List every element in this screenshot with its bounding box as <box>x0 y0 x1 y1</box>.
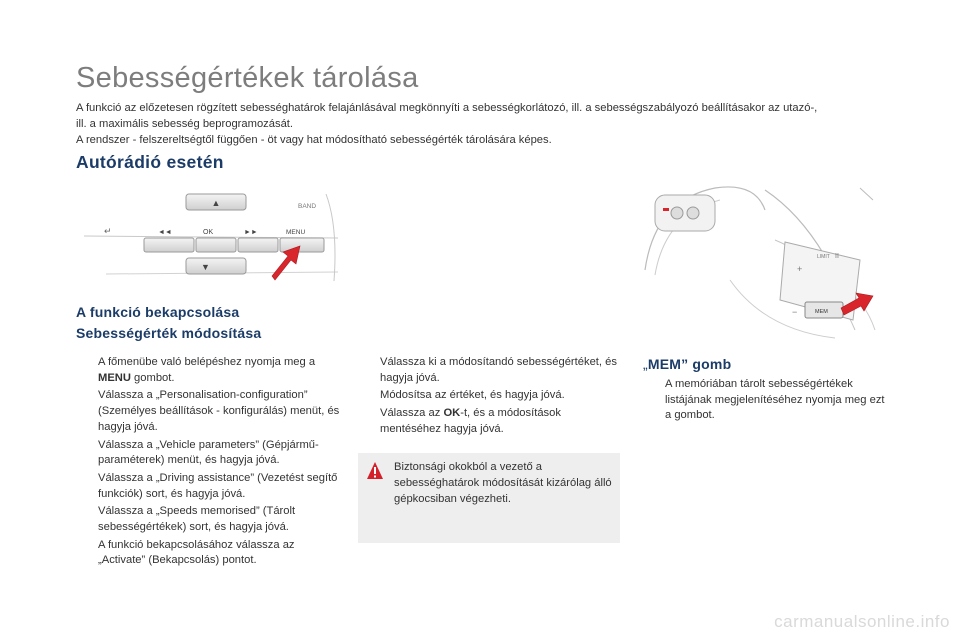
warning-box <box>358 453 620 543</box>
steering-wheel-illustration <box>635 180 885 340</box>
list-item: Válassza a „Personalisation-configuration” (Személyes beállítások - konfigurálás) menüt, és hagyja jóvá. <box>98 389 340 433</box>
heading-modify: Sebességérték módosítása <box>76 325 262 341</box>
down-button <box>186 258 246 274</box>
warning-text: Biztonsági okokból a vezető a sebességhatárok módosítását kizárólag álló gépkocsiban végezheti. <box>394 461 612 505</box>
svg-text:◄◄: ◄◄ <box>158 229 172 236</box>
svg-text:OK: OK <box>203 229 214 236</box>
svg-text:MEM: MEM <box>815 309 828 315</box>
list-item: A funkció bekapcsolásához válassza az „Activate” (Bekapcsolás) pontot. <box>98 538 295 567</box>
svg-text:II: II <box>835 253 839 260</box>
mem-button <box>805 302 843 318</box>
section-heading-radio: Autórádió esetén <box>76 152 224 172</box>
next-button <box>238 229 278 252</box>
intro-line-3: A rendszer - felszereltségtől függően - öt vagy hat módosítható sebességérték tárolására képes. <box>76 134 552 146</box>
eject-button <box>186 194 246 210</box>
steps-mem-list <box>643 377 893 426</box>
svg-text:LIMIT: LIMIT <box>817 254 830 260</box>
band-label: BAND <box>298 203 317 210</box>
warning-icon <box>366 461 384 481</box>
list-item: A főmenübe való belépéshez nyomja meg a MENU gombot. <box>98 356 316 384</box>
back-label: ↵ <box>104 226 112 236</box>
list-item: Válassza a „Vehicle parameters” (Gépjármű-paraméterek) menüt, és hagyja jóvá. <box>98 438 319 467</box>
svg-text:▼: ▼ <box>201 262 210 272</box>
svg-text:►►: ►► <box>244 229 258 236</box>
svg-text:▲: ▲ <box>211 198 221 208</box>
page-title: Sebességértékek tárolása <box>76 62 419 94</box>
heading-mem-button: „MEM” gomb <box>643 356 732 372</box>
menu-button <box>280 229 324 252</box>
list-item: Válassza a „Driving assistance” (Vezetést segítő funkciók) sort, és hagyja jóvá. <box>98 471 338 500</box>
intro-text <box>76 100 906 148</box>
svg-text:MENU: MENU <box>286 229 306 236</box>
steps-middle-list <box>358 355 618 440</box>
watermark: carmanualsonline.info <box>774 612 950 631</box>
list-item: Válassza a „Speeds memorised” (Tárolt sebességértékek) sort, és hagyja jóvá. <box>98 505 296 534</box>
steps-left-list <box>76 355 341 571</box>
radio-panel-illustration <box>76 186 341 286</box>
list-item: Válassza az OK-t, és a módosítások mentéséhez hagyja jóvá. <box>380 407 561 435</box>
prev-button <box>144 229 194 252</box>
intro-line-1: A funkció az előzetesen rögzített sebességhatárok felajánlásával megkönnyíti a sebességkorlátozó, ill. a sebességszabályozó beállításakor az utazó-, <box>76 102 818 114</box>
list-item: Módosítsa az értéket, és hagyja jóvá. <box>380 389 565 402</box>
heading-activate: A funkció bekapcsolása <box>76 304 240 320</box>
svg-text:+: + <box>797 264 803 274</box>
list-item: Válassza ki a módosítandó sebességértéket, és hagyja jóvá. <box>380 356 617 384</box>
svg-text:−: − <box>792 307 798 317</box>
intro-line-2: ill. a maximális sebesség beprogramozását. <box>76 118 294 130</box>
list-item: A memóriában tárolt sebességértékek listájának megjelenítéséhez nyomja meg ezt a gombot. <box>665 378 885 422</box>
ok-button <box>196 229 236 252</box>
